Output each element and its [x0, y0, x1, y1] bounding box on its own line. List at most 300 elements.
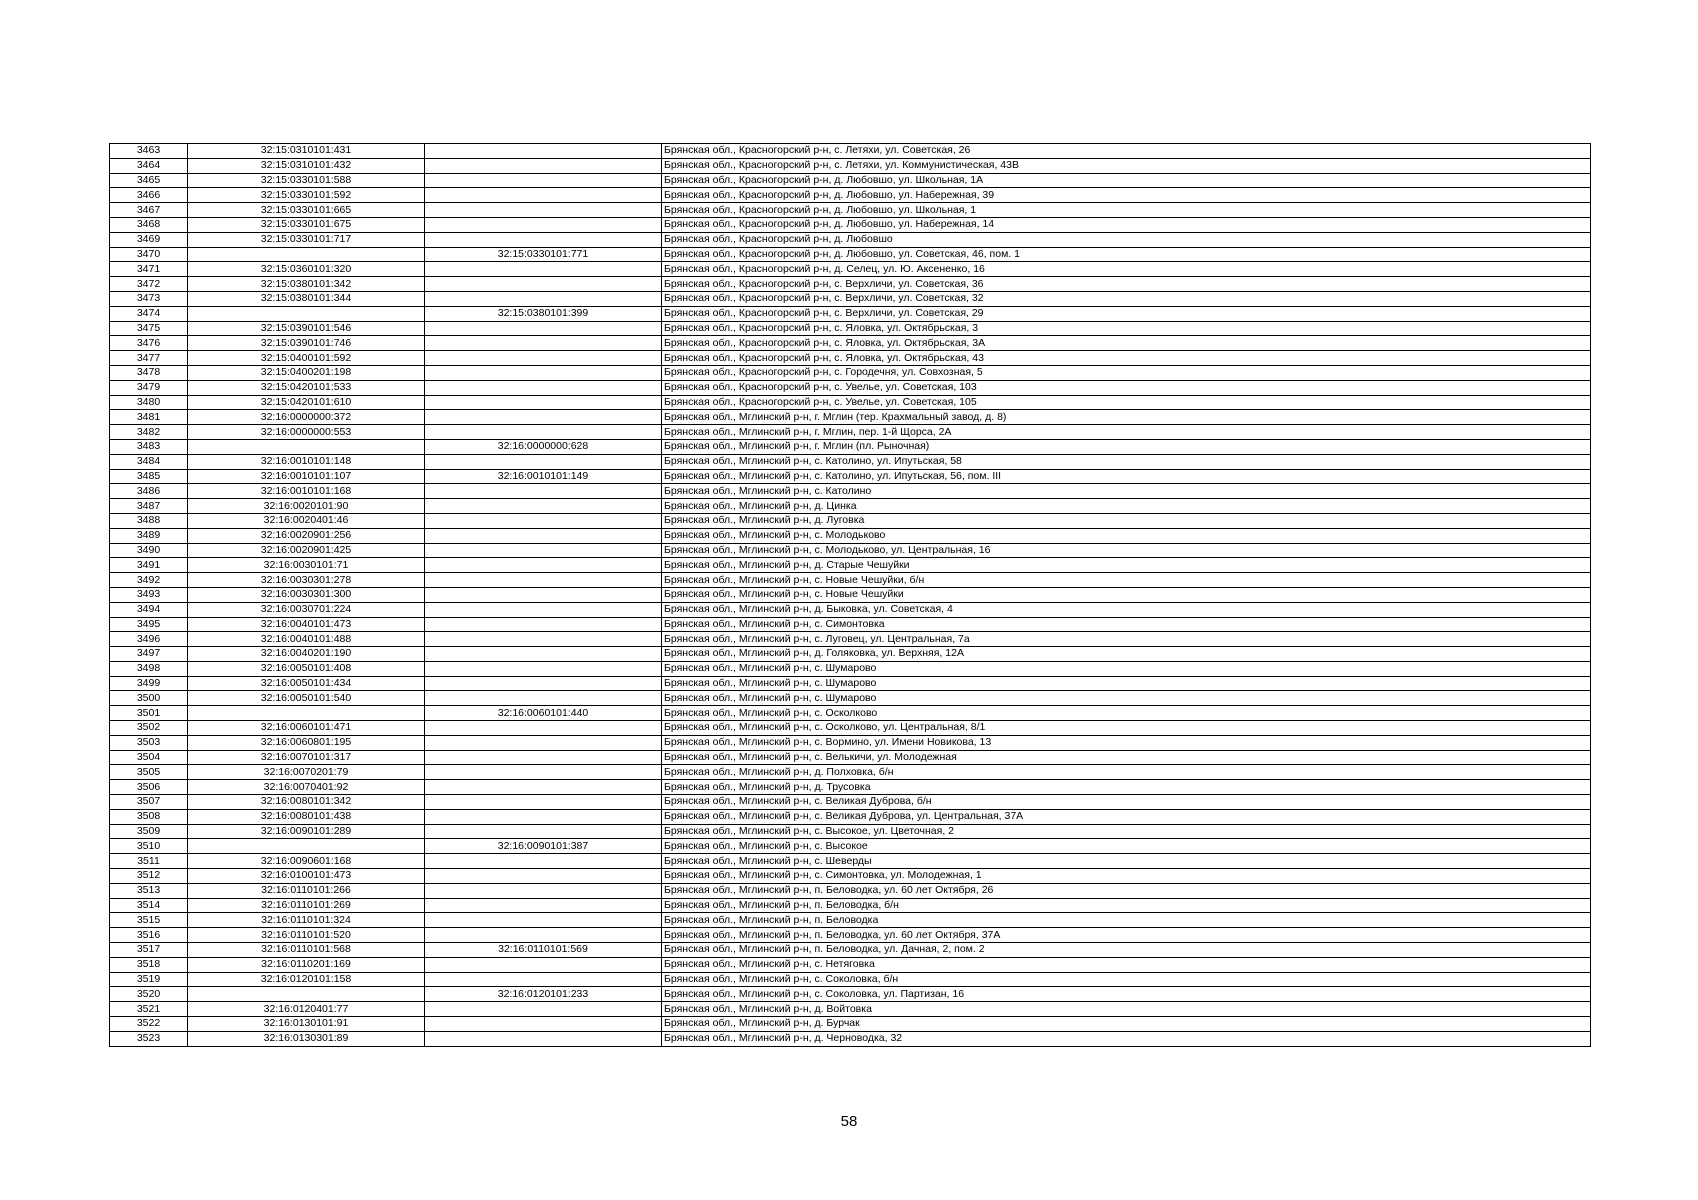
related-cadastral-number-cell [425, 721, 662, 736]
row-number-cell: 3467 [110, 203, 188, 218]
row-number-cell: 3502 [110, 721, 188, 736]
cadastral-number-cell: 32:16:0110101:520 [188, 928, 425, 943]
row-number-cell: 3512 [110, 869, 188, 884]
row-number-cell: 3493 [110, 587, 188, 602]
cadastral-number-cell: 32:15:0400201:198 [188, 365, 425, 380]
table-row [110, 573, 1591, 588]
table-row [110, 277, 1591, 292]
table-row [110, 809, 1591, 824]
cadastral-number-cell: 32:15:0330101:675 [188, 217, 425, 232]
table-row [110, 721, 1591, 736]
table-row [110, 765, 1591, 780]
related-cadastral-number-cell [425, 558, 662, 573]
related-cadastral-number-cell [425, 262, 662, 277]
row-number-cell: 3497 [110, 647, 188, 662]
table-row [110, 839, 1591, 854]
related-cadastral-number-cell [425, 972, 662, 987]
row-number-cell: 3522 [110, 1017, 188, 1032]
table-row [110, 987, 1591, 1002]
row-number-cell: 3465 [110, 173, 188, 188]
cadastral-number-cell: 32:16:0000000:372 [188, 410, 425, 425]
related-cadastral-number-cell [425, 351, 662, 366]
table-row [110, 676, 1591, 691]
row-number-cell: 3500 [110, 691, 188, 706]
related-cadastral-number-cell [425, 484, 662, 499]
table-row [110, 780, 1591, 795]
related-cadastral-number-cell [425, 780, 662, 795]
related-cadastral-number-cell [425, 543, 662, 558]
row-number-cell: 3492 [110, 573, 188, 588]
row-number-cell: 3491 [110, 558, 188, 573]
related-cadastral-number-cell [425, 425, 662, 440]
cadastral-number-cell: 32:16:0040101:473 [188, 617, 425, 632]
row-number-cell: 3509 [110, 824, 188, 839]
address-cell: Брянская обл., Мглинский р-н, с. Великая Дуброва, б/н [662, 795, 1591, 810]
related-cadastral-number-cell [425, 513, 662, 528]
cadastral-number-cell: 32:16:0100101:473 [188, 869, 425, 884]
row-number-cell: 3496 [110, 632, 188, 647]
address-cell: Брянская обл., Мглинский р-н, д. Бурчак [662, 1017, 1591, 1032]
related-cadastral-number-cell [425, 291, 662, 306]
address-cell: Брянская обл., Красногорский р-н, д. Любовшо, ул. Набережная, 14 [662, 217, 1591, 232]
cadastral-number-cell: 32:16:0060801:195 [188, 735, 425, 750]
related-cadastral-number-cell [425, 957, 662, 972]
row-number-cell: 3499 [110, 676, 188, 691]
row-number-cell: 3463 [110, 144, 188, 159]
table-row [110, 543, 1591, 558]
cadastral-number-cell: 32:15:0380101:342 [188, 277, 425, 292]
table-row [110, 144, 1591, 159]
address-cell: Брянская обл., Красногорский р-н, д. Селец, ул. Ю. Аксененко, 16 [662, 262, 1591, 277]
row-number-cell: 3486 [110, 484, 188, 499]
related-cadastral-number-cell [425, 336, 662, 351]
related-cadastral-number-cell [425, 795, 662, 810]
row-number-cell: 3490 [110, 543, 188, 558]
address-cell: Брянская обл., Мглинский р-н, г. Мглин (тер. Крахмальный завод, д. 8) [662, 410, 1591, 425]
address-cell: Брянская обл., Мглинский р-н, д. Цинка [662, 499, 1591, 514]
address-cell: Брянская обл., Красногорский р-н, с. Летяхи, ул. Коммунистическая, 43В [662, 158, 1591, 173]
table-row [110, 365, 1591, 380]
address-cell: Брянская обл., Красногорский р-н, с. Яловка, ул. Октябрьская, 43 [662, 351, 1591, 366]
cadastral-number-cell: 32:16:0050101:540 [188, 691, 425, 706]
address-cell: Брянская обл., Красногорский р-н, д. Любовшо, ул. Советская, 46, пом. 1 [662, 247, 1591, 262]
table-row [110, 824, 1591, 839]
address-cell: Брянская обл., Мглинский р-н, с. Новые Чешуйки, б/н [662, 573, 1591, 588]
table-row [110, 795, 1591, 810]
cadastral-number-cell: 32:16:0130101:91 [188, 1017, 425, 1032]
row-number-cell: 3481 [110, 410, 188, 425]
address-cell: Брянская обл., Мглинский р-н, с. Новые Чешуйки [662, 587, 1591, 602]
row-number-cell: 3495 [110, 617, 188, 632]
related-cadastral-number-cell [425, 913, 662, 928]
cadastral-number-cell: 32:15:0360101:320 [188, 262, 425, 277]
cadastral-number-cell [188, 306, 425, 321]
table-row [110, 1017, 1591, 1032]
cadastral-number-cell: 32:16:0110101:324 [188, 913, 425, 928]
row-number-cell: 3521 [110, 1002, 188, 1017]
table-row [110, 972, 1591, 987]
row-number-cell: 3464 [110, 158, 188, 173]
cadastral-number-cell: 32:16:0070101:317 [188, 750, 425, 765]
related-cadastral-number-cell [425, 661, 662, 676]
address-cell: Брянская обл., Мглинский р-н, с. Высокое [662, 839, 1591, 854]
table-row [110, 306, 1591, 321]
related-cadastral-number-cell [425, 809, 662, 824]
table-row [110, 735, 1591, 750]
cadastral-number-cell: 32:16:0010101:148 [188, 454, 425, 469]
table-row [110, 262, 1591, 277]
cadastral-number-cell [188, 706, 425, 721]
table-row [110, 291, 1591, 306]
related-cadastral-number-cell: 32:15:0380101:399 [425, 306, 662, 321]
table-row [110, 706, 1591, 721]
address-cell: Брянская обл., Мглинский р-н, с. Шумарово [662, 691, 1591, 706]
related-cadastral-number-cell: 32:16:0120101:233 [425, 987, 662, 1002]
related-cadastral-number-cell [425, 1002, 662, 1017]
table-row [110, 943, 1591, 958]
address-cell: Брянская обл., Мглинский р-н, д. Войтовка [662, 1002, 1591, 1017]
table-row [110, 661, 1591, 676]
table-row [110, 647, 1591, 662]
address-cell: Брянская обл., Красногорский р-н, с. Яловка, ул. Октябрьская, 3 [662, 321, 1591, 336]
cadastral-number-cell: 32:15:0420101:610 [188, 395, 425, 410]
table-row [110, 750, 1591, 765]
table-row [110, 528, 1591, 543]
related-cadastral-number-cell: 32:16:0060101:440 [425, 706, 662, 721]
row-number-cell: 3482 [110, 425, 188, 440]
related-cadastral-number-cell [425, 750, 662, 765]
address-cell: Брянская обл., Мглинский р-н, д. Старые Чешуйки [662, 558, 1591, 573]
related-cadastral-number-cell [425, 676, 662, 691]
address-cell: Брянская обл., Красногорский р-н, с. Увелье, ул. Советская, 105 [662, 395, 1591, 410]
address-cell: Брянская обл., Красногорский р-н, с. Городечня, ул. Совхозная, 5 [662, 365, 1591, 380]
cadastral-number-cell: 32:15:0330101:665 [188, 203, 425, 218]
related-cadastral-number-cell [425, 824, 662, 839]
cadastral-number-cell: 32:16:0050101:408 [188, 661, 425, 676]
row-number-cell: 3507 [110, 795, 188, 810]
address-cell: Брянская обл., Мглинский р-н, с. Симонтовка, ул. Молодежная, 1 [662, 869, 1591, 884]
row-number-cell: 3518 [110, 957, 188, 972]
table-row [110, 883, 1591, 898]
row-number-cell: 3520 [110, 987, 188, 1002]
cadastral-number-cell: 32:16:0030301:278 [188, 573, 425, 588]
row-number-cell: 3466 [110, 188, 188, 203]
related-cadastral-number-cell [425, 188, 662, 203]
cadastral-number-cell: 32:16:0020901:425 [188, 543, 425, 558]
row-number-cell: 3516 [110, 928, 188, 943]
cadastral-number-cell: 32:15:0400101:592 [188, 351, 425, 366]
address-cell: Брянская обл., Красногорский р-н, с. Верхличи, ул. Советская, 32 [662, 291, 1591, 306]
table-row [110, 869, 1591, 884]
row-number-cell: 3523 [110, 1031, 188, 1046]
table-row [110, 173, 1591, 188]
row-number-cell: 3470 [110, 247, 188, 262]
address-cell: Брянская обл., Красногорский р-н, с. Яловка, ул. Октябрьская, 3А [662, 336, 1591, 351]
address-cell: Брянская обл., Мглинский р-н, д. Черноводка, 32 [662, 1031, 1591, 1046]
table-row [110, 617, 1591, 632]
row-number-cell: 3519 [110, 972, 188, 987]
row-number-cell: 3469 [110, 232, 188, 247]
address-cell: Брянская обл., Красногорский р-н, с. Верхличи, ул. Советская, 29 [662, 306, 1591, 321]
cadastral-number-cell [188, 247, 425, 262]
related-cadastral-number-cell [425, 765, 662, 780]
related-cadastral-number-cell [425, 1031, 662, 1046]
row-number-cell: 3514 [110, 898, 188, 913]
address-cell: Брянская обл., Мглинский р-н, с. Луговец, ул. Центральная, 7а [662, 632, 1591, 647]
table-row [110, 469, 1591, 484]
table-row [110, 380, 1591, 395]
cadastral-number-cell: 32:16:0040101:488 [188, 632, 425, 647]
table-row [110, 395, 1591, 410]
address-cell: Брянская обл., Мглинский р-н, д. Голяковка, ул. Верхняя, 12А [662, 647, 1591, 662]
table-row [110, 425, 1591, 440]
row-number-cell: 3487 [110, 499, 188, 514]
address-cell: Брянская обл., Мглинский р-н, г. Мглин, пер. 1-й Щорса, 2А [662, 425, 1591, 440]
address-cell: Брянская обл., Мглинский р-н, п. Беловодка, ул. 60 лет Октября, 37А [662, 928, 1591, 943]
address-cell: Брянская обл., Мглинский р-н, д. Трусовка [662, 780, 1591, 795]
address-cell: Брянская обл., Мглинский р-н, д. Полховка, б/н [662, 765, 1591, 780]
address-cell: Брянская обл., Мглинский р-н, с. Соколовка, ул. Партизан, 16 [662, 987, 1591, 1002]
address-cell: Брянская обл., Мглинский р-н, п. Беловодка, ул. Дачная, 2, пом. 2 [662, 943, 1591, 958]
table-row [110, 854, 1591, 869]
address-cell: Брянская обл., Мглинский р-н, с. Великая Дуброва, ул. Центральная, 37А [662, 809, 1591, 824]
cadastral-number-cell: 32:15:0420101:533 [188, 380, 425, 395]
row-number-cell: 3517 [110, 943, 188, 958]
table-row [110, 203, 1591, 218]
row-number-cell: 3472 [110, 277, 188, 292]
cadastral-number-cell: 32:16:0030701:224 [188, 602, 425, 617]
table-row [110, 691, 1591, 706]
row-number-cell: 3515 [110, 913, 188, 928]
address-cell: Брянская обл., Мглинский р-н, с. Шумарово [662, 676, 1591, 691]
address-cell: Брянская обл., Красногорский р-н, с. Увелье, ул. Советская, 103 [662, 380, 1591, 395]
related-cadastral-number-cell [425, 869, 662, 884]
related-cadastral-number-cell [425, 380, 662, 395]
cadastral-number-cell: 32:16:0110101:568 [188, 943, 425, 958]
row-number-cell: 3508 [110, 809, 188, 824]
address-cell: Брянская обл., Мглинский р-н, д. Луговка [662, 513, 1591, 528]
address-cell: Брянская обл., Мглинский р-н, с. Осколково [662, 706, 1591, 721]
cadastral-number-cell: 32:15:0330101:592 [188, 188, 425, 203]
table-row [110, 1002, 1591, 1017]
address-cell: Брянская обл., Мглинский р-н, п. Беловодка [662, 913, 1591, 928]
related-cadastral-number-cell [425, 395, 662, 410]
related-cadastral-number-cell: 32:16:0000000:628 [425, 439, 662, 454]
row-number-cell: 3479 [110, 380, 188, 395]
related-cadastral-number-cell [425, 617, 662, 632]
address-cell: Брянская обл., Мглинский р-н, с. Симонтовка [662, 617, 1591, 632]
related-cadastral-number-cell [425, 217, 662, 232]
row-number-cell: 3506 [110, 780, 188, 795]
property-registry-table [109, 143, 1591, 1047]
table-row [110, 158, 1591, 173]
row-number-cell: 3498 [110, 661, 188, 676]
table-row [110, 336, 1591, 351]
table-row [110, 351, 1591, 366]
cadastral-number-cell: 32:16:0080101:342 [188, 795, 425, 810]
table-row [110, 513, 1591, 528]
address-cell: Брянская обл., Мглинский р-н, г. Мглин (пл. Рыночная) [662, 439, 1591, 454]
table-row [110, 321, 1591, 336]
related-cadastral-number-cell [425, 632, 662, 647]
related-cadastral-number-cell [425, 321, 662, 336]
cadastral-number-cell: 32:15:0310101:432 [188, 158, 425, 173]
cadastral-number-cell [188, 439, 425, 454]
table-row [110, 602, 1591, 617]
address-cell: Брянская обл., Красногорский р-н, д. Любовшо [662, 232, 1591, 247]
related-cadastral-number-cell [425, 647, 662, 662]
related-cadastral-number-cell [425, 735, 662, 750]
related-cadastral-number-cell [425, 277, 662, 292]
cadastral-number-cell: 32:16:0010101:107 [188, 469, 425, 484]
cadastral-number-cell: 32:15:0330101:588 [188, 173, 425, 188]
related-cadastral-number-cell: 32:16:0090101:387 [425, 839, 662, 854]
related-cadastral-number-cell [425, 232, 662, 247]
cadastral-number-cell: 32:16:0050101:434 [188, 676, 425, 691]
row-number-cell: 3484 [110, 454, 188, 469]
address-cell: Брянская обл., Мглинский р-н, с. Соколовка, б/н [662, 972, 1591, 987]
table-row [110, 454, 1591, 469]
table-row [110, 913, 1591, 928]
table-row [110, 898, 1591, 913]
related-cadastral-number-cell [425, 1017, 662, 1032]
address-cell: Брянская обл., Мглинский р-н, п. Беловодка, ул. 60 лет Октября, 26 [662, 883, 1591, 898]
table-row [110, 957, 1591, 972]
row-number-cell: 3488 [110, 513, 188, 528]
related-cadastral-number-cell [425, 365, 662, 380]
cadastral-number-cell: 32:16:0030101:71 [188, 558, 425, 573]
row-number-cell: 3480 [110, 395, 188, 410]
related-cadastral-number-cell: 32:16:0010101:149 [425, 469, 662, 484]
address-cell: Брянская обл., Красногорский р-н, с. Верхличи, ул. Советская, 36 [662, 277, 1591, 292]
cadastral-number-cell: 32:16:0080101:438 [188, 809, 425, 824]
cadastral-number-cell: 32:16:0070401:92 [188, 780, 425, 795]
related-cadastral-number-cell: 32:15:0330101:771 [425, 247, 662, 262]
address-cell: Брянская обл., Мглинский р-н, с. Шеверды [662, 854, 1591, 869]
related-cadastral-number-cell [425, 898, 662, 913]
address-cell: Брянская обл., Красногорский р-н, д. Любовшо, ул. Набережная, 39 [662, 188, 1591, 203]
related-cadastral-number-cell [425, 203, 662, 218]
row-number-cell: 3511 [110, 854, 188, 869]
cadastral-number-cell: 32:16:0120401:77 [188, 1002, 425, 1017]
cadastral-number-cell: 32:16:0110101:269 [188, 898, 425, 913]
related-cadastral-number-cell [425, 158, 662, 173]
address-cell: Брянская обл., Красногорский р-н, д. Любовшо, ул. Школьная, 1А [662, 173, 1591, 188]
cadastral-number-cell: 32:15:0380101:344 [188, 291, 425, 306]
cadastral-number-cell: 32:16:0000000:553 [188, 425, 425, 440]
address-cell: Брянская обл., Красногорский р-н, д. Любовшо, ул. Школьная, 1 [662, 203, 1591, 218]
related-cadastral-number-cell [425, 854, 662, 869]
related-cadastral-number-cell [425, 454, 662, 469]
related-cadastral-number-cell [425, 528, 662, 543]
address-cell: Брянская обл., Мглинский р-н, с. Католино [662, 484, 1591, 499]
related-cadastral-number-cell [425, 691, 662, 706]
row-number-cell: 3510 [110, 839, 188, 854]
row-number-cell: 3505 [110, 765, 188, 780]
cadastral-number-cell: 32:16:0070201:79 [188, 765, 425, 780]
row-number-cell: 3501 [110, 706, 188, 721]
table-row [110, 587, 1591, 602]
cadastral-number-cell: 32:16:0010101:168 [188, 484, 425, 499]
row-number-cell: 3474 [110, 306, 188, 321]
cadastral-number-cell: 32:15:0390101:746 [188, 336, 425, 351]
row-number-cell: 3475 [110, 321, 188, 336]
cadastral-number-cell: 32:16:0030301:300 [188, 587, 425, 602]
table-row [110, 188, 1591, 203]
cadastral-number-cell: 32:16:0020401:46 [188, 513, 425, 528]
table-row [110, 499, 1591, 514]
row-number-cell: 3494 [110, 602, 188, 617]
row-number-cell: 3485 [110, 469, 188, 484]
row-number-cell: 3513 [110, 883, 188, 898]
address-cell: Брянская обл., Мглинский р-н, с. Нетяговка [662, 957, 1591, 972]
cadastral-number-cell: 32:16:0040201:190 [188, 647, 425, 662]
table-row [110, 558, 1591, 573]
cadastral-number-cell: 32:16:0060101:471 [188, 721, 425, 736]
address-cell: Брянская обл., Мглинский р-н, с. Шумарово [662, 661, 1591, 676]
row-number-cell: 3471 [110, 262, 188, 277]
cadastral-number-cell [188, 987, 425, 1002]
cadastral-number-cell: 32:15:0330101:717 [188, 232, 425, 247]
table-row [110, 247, 1591, 262]
address-cell: Брянская обл., Мглинский р-н, с. Велькичи, ул. Молодежная [662, 750, 1591, 765]
related-cadastral-number-cell [425, 928, 662, 943]
cadastral-number-cell: 32:16:0110101:266 [188, 883, 425, 898]
row-number-cell: 3478 [110, 365, 188, 380]
address-cell: Брянская обл., Мглинский р-н, с. Католино, ул. Ипутьская, 58 [662, 454, 1591, 469]
related-cadastral-number-cell [425, 883, 662, 898]
row-number-cell: 3476 [110, 336, 188, 351]
row-number-cell: 3504 [110, 750, 188, 765]
page-number: 58 [840, 1113, 858, 1130]
related-cadastral-number-cell [425, 602, 662, 617]
related-cadastral-number-cell [425, 144, 662, 159]
address-cell: Брянская обл., Мглинский р-н, с. Высокое, ул. Цветочная, 2 [662, 824, 1591, 839]
cadastral-number-cell: 32:16:0020101:90 [188, 499, 425, 514]
cadastral-number-cell: 32:16:0090601:168 [188, 854, 425, 869]
table-row [110, 1031, 1591, 1046]
cadastral-number-cell: 32:16:0130301:89 [188, 1031, 425, 1046]
table-row [110, 928, 1591, 943]
table-row [110, 632, 1591, 647]
address-cell: Брянская обл., Мглинский р-н, п. Беловодка, б/н [662, 898, 1591, 913]
address-cell: Брянская обл., Мглинский р-н, с. Молодьково, ул. Центральная, 16 [662, 543, 1591, 558]
address-cell: Брянская обл., Мглинский р-н, с. Вормино, ул. Имени Новикова, 13 [662, 735, 1591, 750]
related-cadastral-number-cell: 32:16:0110101:569 [425, 943, 662, 958]
row-number-cell: 3468 [110, 217, 188, 232]
table-row [110, 484, 1591, 499]
address-cell: Брянская обл., Мглинский р-н, д. Быковка, ул. Советская, 4 [662, 602, 1591, 617]
row-number-cell: 3477 [110, 351, 188, 366]
cadastral-number-cell: 32:16:0020901:256 [188, 528, 425, 543]
related-cadastral-number-cell [425, 499, 662, 514]
row-number-cell: 3473 [110, 291, 188, 306]
table-row [110, 410, 1591, 425]
related-cadastral-number-cell [425, 573, 662, 588]
table-row [110, 232, 1591, 247]
address-cell: Брянская обл., Красногорский р-н, с. Летяхи, ул. Советская, 26 [662, 144, 1591, 159]
cadastral-number-cell: 32:16:0090101:289 [188, 824, 425, 839]
cadastral-number-cell: 32:15:0310101:431 [188, 144, 425, 159]
cadastral-number-cell [188, 839, 425, 854]
address-cell: Брянская обл., Мглинский р-н, с. Осколково, ул. Центральная, 8/1 [662, 721, 1591, 736]
row-number-cell: 3503 [110, 735, 188, 750]
row-number-cell: 3489 [110, 528, 188, 543]
table-row [110, 439, 1591, 454]
address-cell: Брянская обл., Мглинский р-н, с. Молодьково [662, 528, 1591, 543]
cadastral-number-cell: 32:15:0390101:546 [188, 321, 425, 336]
address-cell: Брянская обл., Мглинский р-н, с. Католино, ул. Ипутьская, 56, пом. III [662, 469, 1591, 484]
